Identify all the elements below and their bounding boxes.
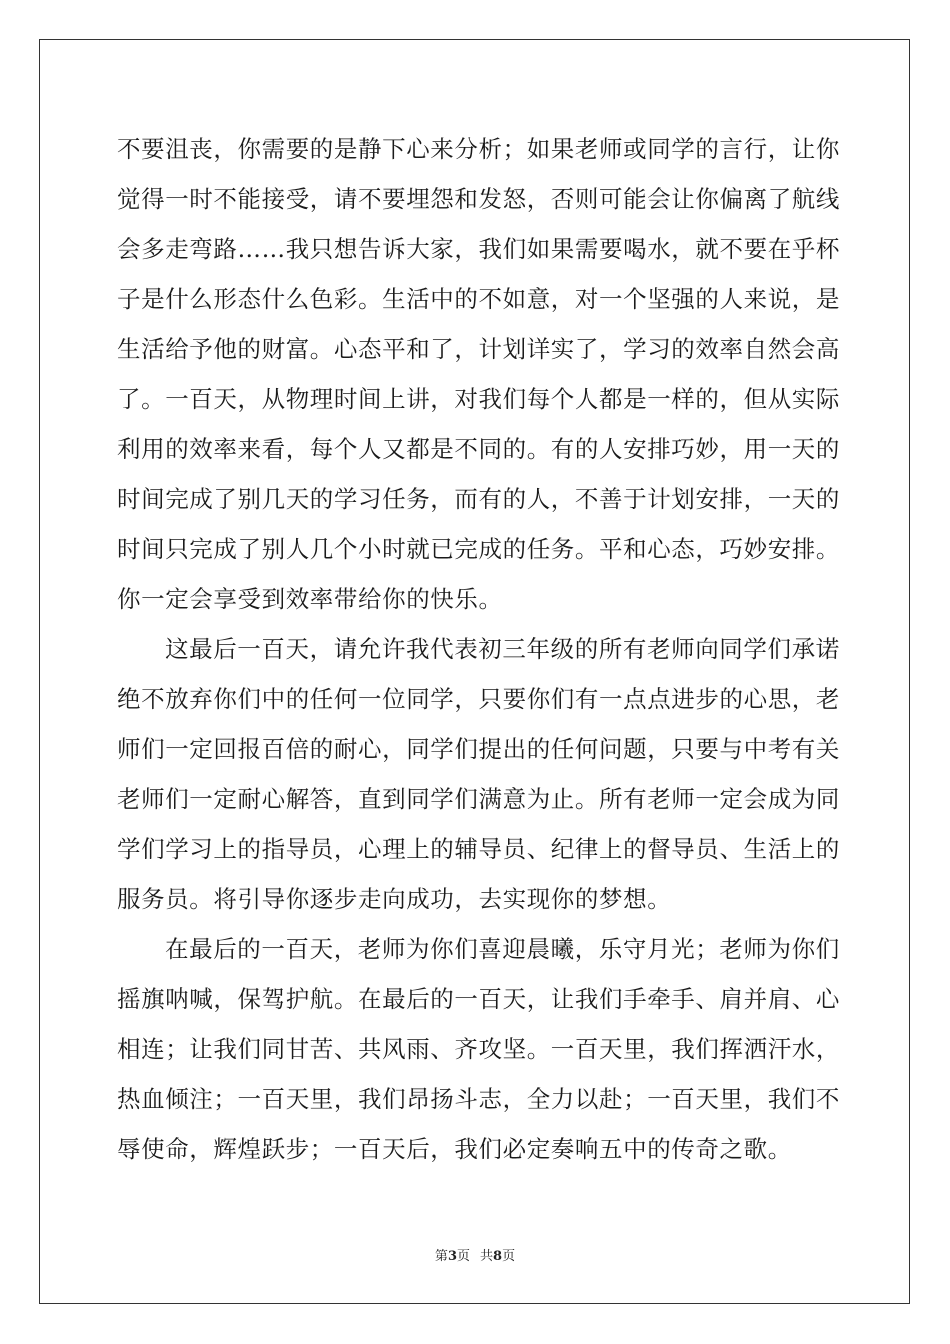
text-line: 你一定会享受到效率带给你的快乐。 bbox=[117, 585, 503, 613]
total-prefix: 共 bbox=[480, 1249, 494, 1264]
text-line: 热血倾注；一百天里，我们昂扬斗志，全力以赴；一百天里，我们不 bbox=[117, 1085, 840, 1113]
text-line: 子是什么形态什么色彩。生活中的不如意，对一个坚强的人来说，是 bbox=[117, 285, 840, 313]
text-line: 了。一百天，从物理时间上讲，对我们每个人都是一样的，但从实际 bbox=[117, 385, 840, 413]
text-line: 师们一定回报百倍的耐心，同学们提出的任何问题，只要与中考有关 bbox=[117, 735, 840, 763]
document-body bbox=[117, 124, 840, 1174]
text-line: 绝不放弃你们中的任何一位同学，只要你们有一点点进步的心思，老 bbox=[117, 685, 840, 713]
page-current: 3 bbox=[447, 1249, 457, 1264]
text-line: 生活给予他的财富。心态平和了，计划详实了，学习的效率自然会高 bbox=[117, 335, 840, 363]
total-suffix: 页 bbox=[502, 1249, 516, 1264]
text-line: 摇旗呐喊，保驾护航。在最后的一百天，让我们手牵手、肩并肩、心 bbox=[117, 985, 840, 1013]
text-line: 学们学习上的指导员，心理上的辅导员、纪律上的督导员、生活上的 bbox=[117, 835, 840, 863]
page-suffix: 页 bbox=[456, 1249, 470, 1264]
text-line: 时间完成了别几天的学习任务，而有的人，不善于计划安排，一天的 bbox=[117, 485, 840, 513]
page-prefix: 第 bbox=[434, 1249, 448, 1264]
text-line: 利用的效率来看，每个人又都是不同的。有的人安排巧妙，用一天的 bbox=[117, 435, 840, 463]
text-line: 服务员。将引导你逐步走向成功，去实现你的梦想。 bbox=[117, 885, 672, 913]
text-line: 觉得一时不能接受，请不要埋怨和发怒，否则可能会让你偏离了航线 bbox=[117, 185, 840, 213]
text-line: 时间只完成了别人几个小时就已完成的任务。平和心态，巧妙安排。 bbox=[117, 535, 840, 563]
page-footer bbox=[0, 1245, 950, 1264]
text-line: 在最后的一百天，老师为你们喜迎晨曦，乐守月光；老师为你们 bbox=[165, 935, 840, 963]
text-line: 相连；让我们同甘苦、共风雨、齐攻坚。一百天里，我们挥洒汗水， bbox=[117, 1035, 840, 1063]
text-line: 会多走弯路……我只想告诉大家，我们如果需要喝水，就不要在乎杯 bbox=[117, 235, 840, 263]
text-line: 老师们一定耐心解答，直到同学们满意为止。所有老师一定会成为同 bbox=[117, 785, 840, 813]
text-line: 辱使命，辉煌跃步；一百天后，我们必定奏响五中的传奇之歌。 bbox=[117, 1135, 792, 1163]
page-total: 8 bbox=[493, 1249, 503, 1264]
text-line: 这最后一百天，请允许我代表初三年级的所有老师向同学们承诺 bbox=[165, 635, 840, 663]
text-line: 不要沮丧，你需要的是静下心来分析；如果老师或同学的言行，让你 bbox=[117, 135, 840, 163]
